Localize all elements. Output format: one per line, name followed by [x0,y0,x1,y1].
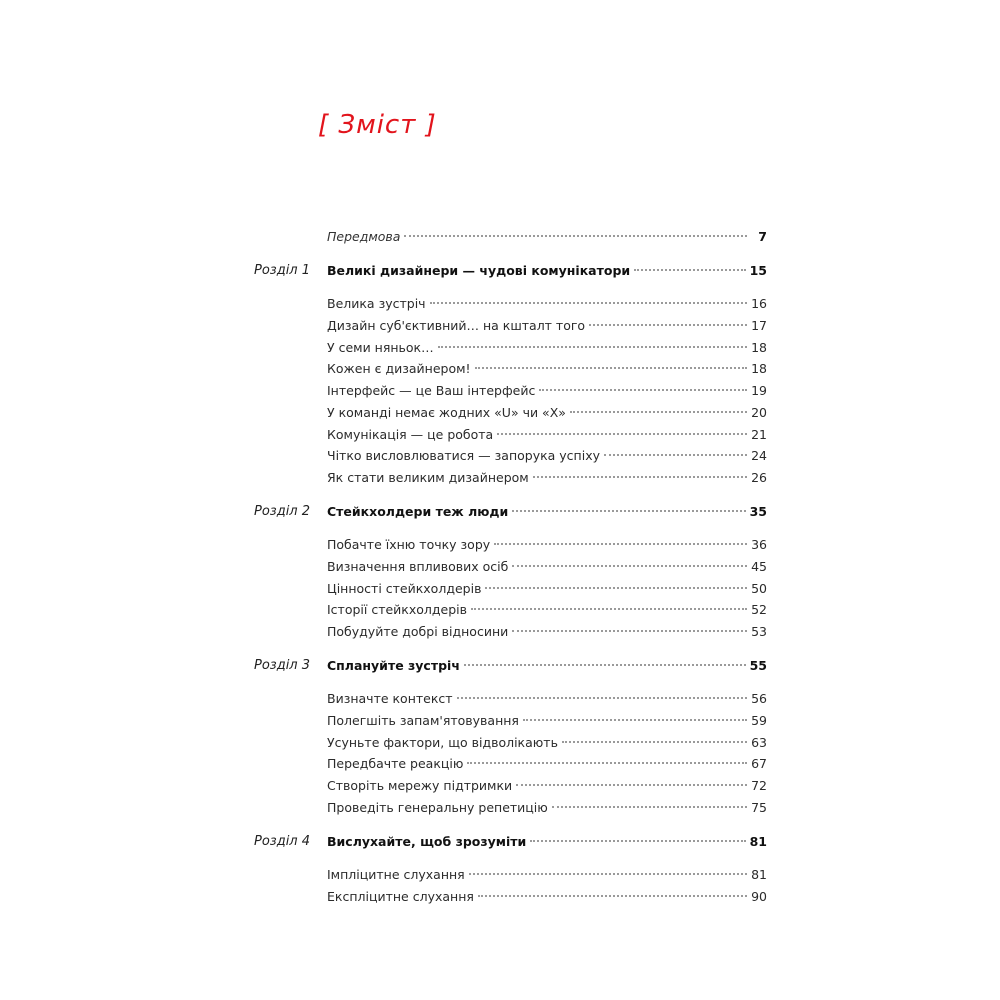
toc-section[interactable] [254,427,767,449]
dot-leader [523,719,747,721]
dot-leader [552,806,747,808]
dot-leader [530,840,745,842]
chapter-label: Розділ 3 [254,657,311,673]
toc-entry [327,383,767,398]
toc-entry [327,229,767,244]
toc-entry-title: Створіть мережу підтримки [327,778,513,794]
toc-entry-title: Цінності стейкхолдерів [327,580,482,596]
dot-leader [464,664,746,666]
toc-entry-title: Проведіть генеральну репетицію [327,799,548,815]
toc-section[interactable] [254,691,767,713]
toc-entry [327,318,767,333]
dot-leader [404,235,747,237]
toc-entry-title: Як стати великим дизайнером [327,469,529,485]
dot-leader [471,608,747,610]
toc-section[interactable] [254,383,767,405]
toc-entry [327,537,767,552]
dot-leader [467,762,747,764]
dot-leader [475,367,747,369]
toc-entry-page: 35 [749,503,767,519]
toc-entry-page: 81 [749,833,767,849]
toc-section[interactable] [254,340,767,362]
toc-section[interactable] [254,735,767,757]
toc-section[interactable] [254,800,767,822]
toc-entry-title: Історії стейкхолдерів [327,602,468,618]
toc-section[interactable] [254,756,767,778]
toc-entry-title: Велика зустріч [327,296,426,312]
dot-leader [570,411,747,413]
toc-entry-title: Комунікація — це робота [327,426,494,442]
table-of-contents [254,229,767,911]
toc-entry-title: Імпліцитне слухання [327,867,465,883]
dot-leader [478,895,747,897]
toc-entry-page: 81 [751,867,767,883]
toc-entry [327,559,767,574]
toc-entry [327,624,767,639]
dot-leader [533,476,747,478]
dot-leader [457,697,747,699]
dot-leader [512,565,747,567]
toc-section[interactable] [254,581,767,603]
toc-entry-page: 36 [751,537,767,553]
toc-entry-page: 45 [751,558,767,574]
toc-entry [327,602,767,617]
toc-entry-title: Інтерфейс — це Ваш інтерфейс [327,383,536,399]
toc-section[interactable] [254,470,767,492]
toc-entry-page: 20 [751,404,767,420]
toc-entry-title: Полегшіть запам'ятовування [327,713,519,729]
page-title: [ Зміст ] [318,110,437,140]
toc-entry-page: 16 [751,296,767,312]
dot-leader [516,784,747,786]
toc-entry-page: 24 [751,448,767,464]
chapter-label: Розділ 4 [254,833,311,849]
toc-section[interactable] [254,778,767,800]
toc-entry-page: 21 [751,426,767,442]
toc-entry [327,296,767,311]
chapters-list [254,263,767,911]
toc-entry [327,778,767,793]
dot-leader [634,269,745,271]
dot-leader [485,587,747,589]
dot-leader [512,510,745,512]
toc-entry-title: Дизайн суб'єктивний… на кшталт того [327,318,586,334]
toc-entry-title: Передмова [327,229,401,244]
toc-preface[interactable] [254,229,767,251]
toc-entry [327,735,767,750]
toc-entry [327,800,767,815]
dot-leader [430,302,747,304]
toc-entry-page: 90 [751,888,767,904]
toc-entry-title: Побачте їхню точку зору [327,537,491,553]
toc-entry-page: 63 [751,734,767,750]
toc-entry-page: 53 [751,624,767,639]
toc-entry [327,756,767,771]
toc-section[interactable] [254,889,767,911]
toc-entry [327,405,767,420]
toc-entry-title: Передбачте реакцію [327,756,464,772]
toc-entry-page: 59 [751,713,767,729]
dot-leader [438,346,747,348]
toc-entry-title: Стейкхолдери теж люди [327,503,509,519]
toc-entry [327,263,767,278]
toc-entry-page: 67 [751,756,767,772]
toc-entry-title: Визначення впливових осіб [327,558,509,574]
dot-leader [539,389,747,391]
toc-entry [327,658,767,673]
toc-entry-page: 18 [751,361,767,377]
chapter-label: Розділ 2 [254,503,311,519]
toc-entry-page: 26 [751,469,767,485]
dot-leader [512,630,747,632]
toc-entry-title: У семи няньок… [327,339,434,355]
toc-entry-title: У команді немає жодних «U» чи «X» [327,404,566,420]
toc-section[interactable] [254,361,767,383]
dot-leader [589,324,747,326]
toc-entry-title: Великі дизайнери — чудові комунікатори [327,262,631,278]
toc-chapter[interactable] [254,504,767,526]
toc-entry-page: 55 [749,657,767,673]
toc-chapter[interactable] [254,658,767,680]
toc-entry [327,834,767,849]
toc-section[interactable] [254,318,767,340]
toc-entry [327,889,767,904]
toc-section[interactable] [254,624,767,646]
toc-entry [327,867,767,882]
toc-section[interactable] [254,559,767,581]
toc-entry-title: Побудуйте добрі відносини [327,624,509,639]
toc-entry-title: Вислухайте, щоб зрозуміти [327,833,527,849]
toc-section[interactable] [254,602,767,624]
toc-section[interactable] [254,296,767,318]
toc-entry-page: 17 [751,318,767,334]
toc-entry [327,504,767,519]
toc-entry-page: 72 [751,778,767,794]
toc-entry [327,691,767,706]
toc-entry-page: 7 [758,229,767,244]
toc-entry [327,448,767,463]
toc-section[interactable] [254,713,767,735]
toc-entry-title: Експліцитне слухання [327,888,474,904]
toc-entry-title: Усуньте фактори, що відволікають [327,734,558,750]
dot-leader [604,454,747,456]
toc-chapter[interactable] [254,263,767,285]
toc-entry-page: 52 [751,602,767,618]
toc-entry [327,427,767,442]
toc-entry [327,581,767,596]
dot-leader [494,543,747,545]
toc-entry-page: 19 [751,383,767,399]
toc-entry-page: 15 [749,262,767,278]
toc-chapter[interactable] [254,834,767,856]
toc-entry-title: Сплануйте зустріч [327,657,460,673]
toc-entry-title: Чітко висловлюватися — запорука успіху [327,448,600,464]
toc-entry-page: 56 [751,691,767,707]
toc-section[interactable] [254,537,767,559]
dot-leader [469,873,747,875]
toc-entry-title: Кожен є дизайнером! [327,361,471,377]
chapter-label: Розділ 1 [254,262,311,278]
dot-leader [497,433,747,435]
toc-entry [327,361,767,376]
toc-entry [327,340,767,355]
toc-section[interactable] [254,405,767,427]
toc-entry-title: Визначте контекст [327,691,453,707]
toc-entry [327,713,767,728]
toc-entry-page: 18 [751,339,767,355]
toc-entry-page: 50 [751,580,767,596]
toc-section[interactable] [254,867,767,889]
toc-entry-page: 75 [751,799,767,815]
dot-leader [562,741,747,743]
toc-entry [327,470,767,485]
toc-section[interactable] [254,448,767,470]
